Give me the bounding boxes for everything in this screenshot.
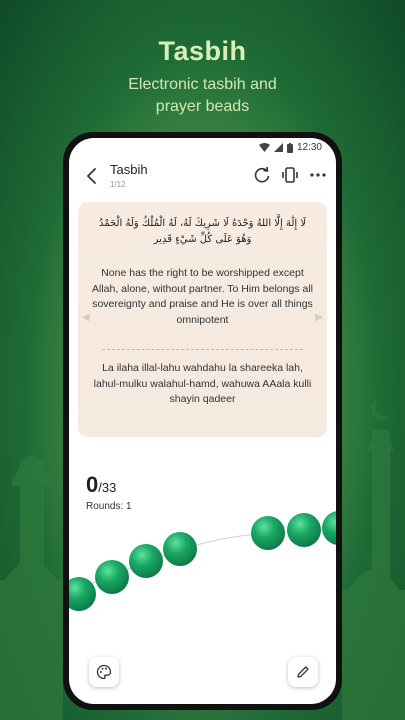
battery-icon (287, 143, 293, 153)
theme-button[interactable] (89, 657, 119, 687)
tasbih-counter (86, 472, 116, 498)
vibration-icon[interactable] (279, 164, 301, 186)
wifi-icon (259, 143, 270, 152)
bead[interactable] (69, 577, 96, 611)
phone-screen (69, 138, 336, 704)
rounds-label: Rounds: 1 (86, 501, 132, 512)
reset-icon[interactable] (251, 164, 273, 186)
next-dhikr-icon[interactable]: ▶ (315, 312, 323, 323)
mosque-silhouette-right (342, 390, 405, 720)
mosque-silhouette-left (0, 420, 63, 720)
hero-subtitle-line-2: prayer beads (155, 98, 250, 115)
bead[interactable] (251, 516, 285, 550)
app-title: Tasbih (110, 162, 148, 177)
dhikr-card (78, 202, 327, 437)
hero-subtitle-line-1: Electronic tasbih and (128, 76, 277, 93)
hero-title: Tasbih (158, 36, 247, 66)
back-arrow-icon[interactable] (81, 165, 103, 187)
bead[interactable] (163, 532, 197, 566)
bead[interactable] (95, 560, 129, 594)
count-value: 0 (86, 472, 99, 497)
prayer-beads[interactable] (69, 498, 336, 648)
card-divider (102, 349, 303, 350)
more-options-icon[interactable] (307, 164, 329, 186)
status-time: 12:30 (296, 142, 322, 153)
signal-icon (274, 143, 283, 152)
bead[interactable] (287, 513, 321, 547)
edit-button[interactable] (288, 657, 318, 687)
pencil-icon (295, 664, 311, 680)
dhikr-translation: None has the right to be worshipped except Allah, alone, without partner. To Him belongs all sovereignty and praise and He is over all things omnipotent (91, 267, 314, 326)
hero-subtitle (0, 74, 405, 118)
count-total: /33 (98, 480, 117, 495)
palette-icon (96, 664, 112, 680)
status-bar (259, 142, 322, 153)
dhikr-arabic-text: لَا إِلَٰهَ إِلَّا اللهُ وَحْدَهُ لَا شَرِيكَ لَهُ، لَهُ الْمُلْكُ وَلَهُ الْحَمْدُ وَهُوَ عَلَى كُلِّ شَيْءٍ قَدِير (98, 218, 307, 245)
phone-frame (63, 132, 342, 710)
dhikr-index: 1/12 (110, 180, 126, 189)
previous-dhikr-icon[interactable]: ◀ (82, 312, 90, 323)
bead[interactable] (129, 544, 163, 578)
bead[interactable] (322, 511, 336, 545)
dhikr-transliteration: La ilaha illal-lahu wahdahu la shareeka lah, lahul-mulku walahul-hamd, wahuwa AAala kulli shayin qadeer (93, 362, 312, 405)
app-bar (69, 160, 336, 196)
